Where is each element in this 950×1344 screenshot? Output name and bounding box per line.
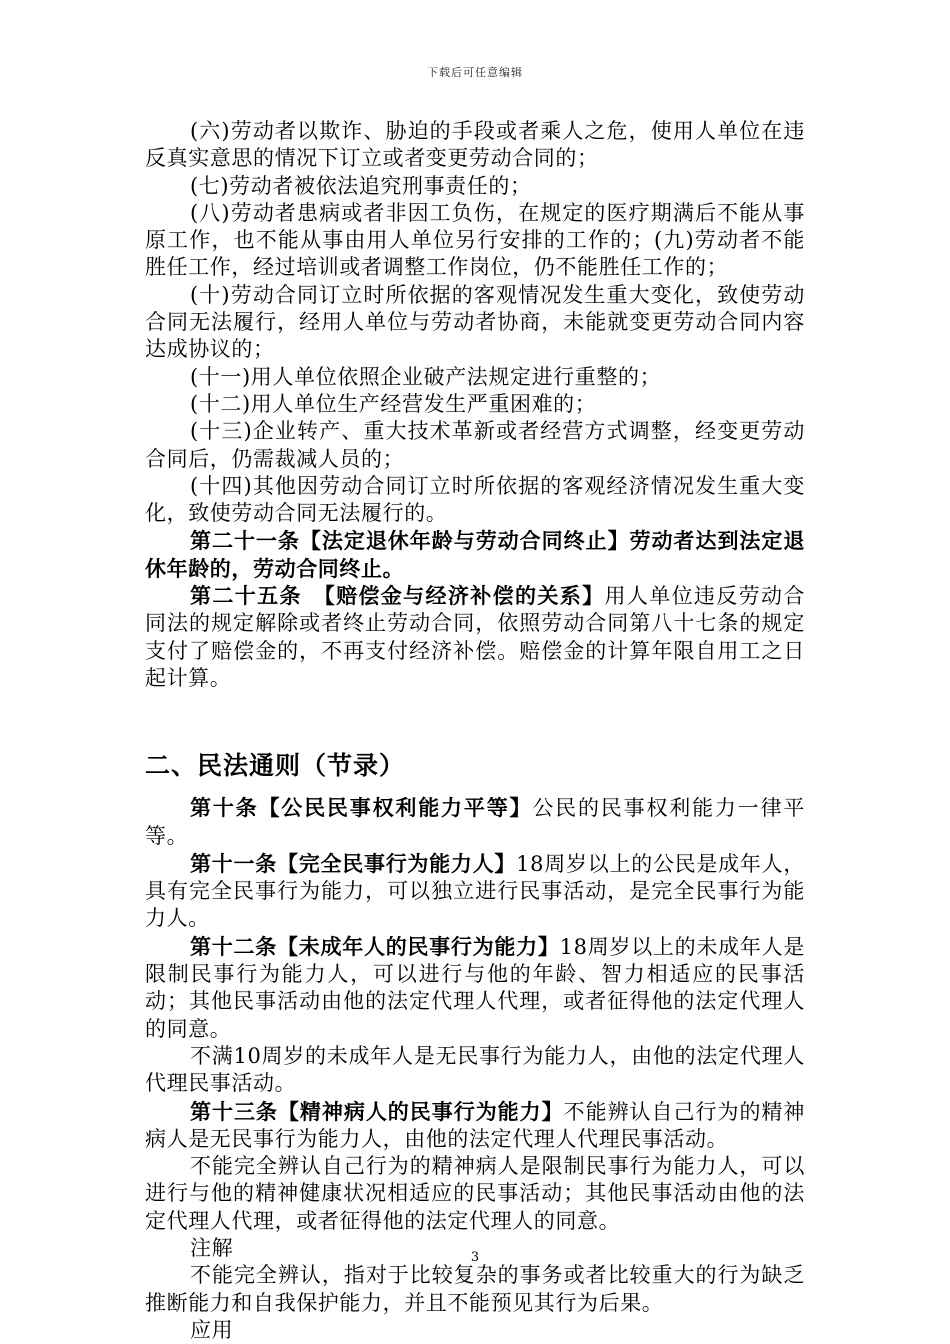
clause-8-9: (八)劳动者患病或者非因工负伤，在规定的医疗期满后不能从事原工作，也不能从事由用人单位另行安排的工作的；(九)劳动者不能胜任工作，经过培训或者调整工作岗位，仍不能胜任工作的； [145,200,805,280]
article-12 [145,933,805,1043]
page-number: 3 [470,1250,480,1265]
note-text: 不能完全辨认，指对于比较复杂的事务或者比较重大的行为缺乏推断能力和自我保护能力，并且不能预见其行为后果。 [145,1263,805,1315]
section-title: 二、民法通则（节录） [145,751,406,781]
article-11-heading: 第十一条【完全民事行为能力人】 [190,850,517,876]
article-13 [145,1098,805,1154]
clause-10: (十)劳动合同订立时所依据的客观情况发生重大变化，致使劳动合同无法履行，经用人单位与劳动者协商，未能就变更劳动合同内容达成协议的； [145,282,805,362]
article-12-heading: 第十二条【未成年人的民事行为能力】 [190,933,560,959]
article-13-paragraph-2: 不能完全辨认自己行为的精神病人是限制民事行为能力人，可以进行与他的精神健康状况相适应的民事活动；其他民事活动由他的法定代理人代理，或者征得他的法定代理人的同意。 [145,1154,805,1233]
clause-6: (六)劳动者以欺诈、胁迫的手段或者乘人之危，使用人单位在违反真实意思的情况下订立或者变更劳动合同的； [145,119,805,171]
article-25-text: 用人单位违反劳动合同法的规定解除或者终止劳动合同，依照劳动合同第八十七条的规定支付了赔偿金的，不再支付经济补偿。赔偿金的计算年限自用工之日起计算。 [145,584,805,690]
note-label: 注解 [190,1235,234,1260]
clause-14: (十四)其他因劳动合同订立时所依据的客观经济情况发生重大变化，致使劳动合同无法履行的。 [145,473,805,526]
article-25 [145,582,805,692]
page-header: 下载后可任意编辑 [427,66,523,79]
article-10-text: 公民的民事权利能力一律平等。 [145,796,805,848]
article-10-heading: 第十条【公民民事权利能力平等】 [190,795,533,821]
article-13-text: 不能辨认自己行为的精神病人是无民事行为能力人，由他的法定代理人代理民事活动。 [145,1099,805,1151]
document-body [145,118,805,1344]
article-13-heading: 第十三条【精神病人的民事行为能力】 [190,1098,564,1124]
clause-7: (七)劳动者被依法追究刑事责任的； [190,173,532,198]
article-10 [145,794,805,850]
clause-12: (十二)用人单位生产经营发生严重困难的； [190,391,597,416]
article-11 [145,850,805,933]
article-12-paragraph-2: 不满10周岁的未成年人是无民事行为能力人，由他的法定代理人代理民事活动。 [145,1043,805,1096]
article-12-text: 18周岁以上的未成年人是限制民事行为能力人，可以进行与他的年龄、智力相适应的民事活动；其他民事活动由他的法定代理人代理，或者征得他的法定代理人的同意。 [145,934,805,1041]
article-11-text: 18周岁以上的公民是成年人，具有完全民事行为能力，可以独立进行民事活动，是完全民事行为能力人。 [145,851,805,931]
article-25-heading: 第二十五条 【赔偿金与经济补偿的关系】 [190,583,605,609]
article-21: 第二十一条【法定退休年龄与劳动合同终止】劳动者达到法定退休年龄的，劳动合同终止。 [145,528,805,581]
apply-label: 应用 [190,1317,234,1342]
clause-13: (十三)企业转产、重大技术革新或者经营方式调整，经变更劳动合同后，仍需裁减人员的； [145,419,805,471]
clause-11: (十一)用人单位依照企业破产法规定进行重整的； [190,364,662,389]
